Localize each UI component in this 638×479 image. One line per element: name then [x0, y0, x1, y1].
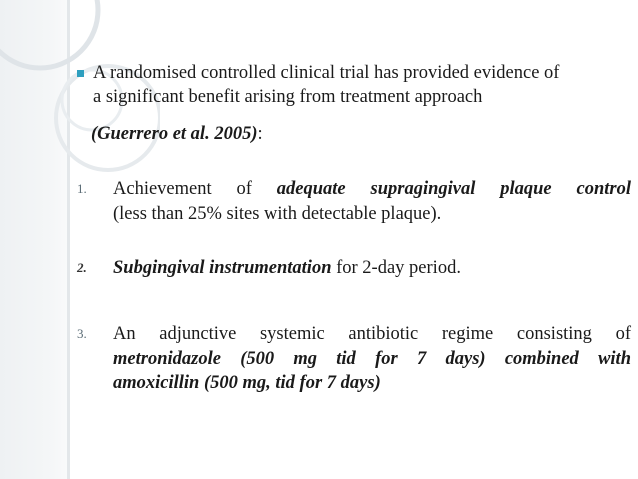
- item-3-number: 3.: [77, 326, 87, 341]
- item-2-number: 2.: [77, 260, 87, 275]
- item-1-line-2: (less than 25% sites with detectable plaque).: [113, 204, 442, 224]
- item-3-line-1: An adjunctive systemic antibiotic regime consisting of: [113, 324, 631, 344]
- item-1-line-1: [113, 178, 631, 200]
- bullet-square-icon: [77, 70, 84, 77]
- citation-text: (Guerrero et al. 2005): [91, 124, 258, 144]
- item-1-lead: Achievement of: [113, 179, 277, 199]
- intro-line-2: a significant benefit arising from treatment approach: [93, 87, 483, 107]
- item-3-line-3: amoxicillin (500 mg, tid for 7 days): [113, 373, 381, 393]
- intro-line-1: A randomised controlled clinical trial has provided evidence of: [93, 63, 560, 83]
- item-2-line: [113, 257, 461, 279]
- item-1-emphasis: adequate supragingival plaque control: [276, 179, 631, 199]
- item-2-rest: for 2-day period.: [331, 258, 461, 278]
- item-2-emphasis: Subgingival instrumentation: [113, 258, 332, 278]
- item-1-number: 1.: [77, 181, 87, 196]
- citation-line: [91, 123, 263, 145]
- citation-colon: :: [257, 124, 263, 144]
- decorative-circle-large: [0, 0, 98, 68]
- item-3-line-2: metronidazole (500 mg tid for 7 days) combined with: [113, 349, 631, 369]
